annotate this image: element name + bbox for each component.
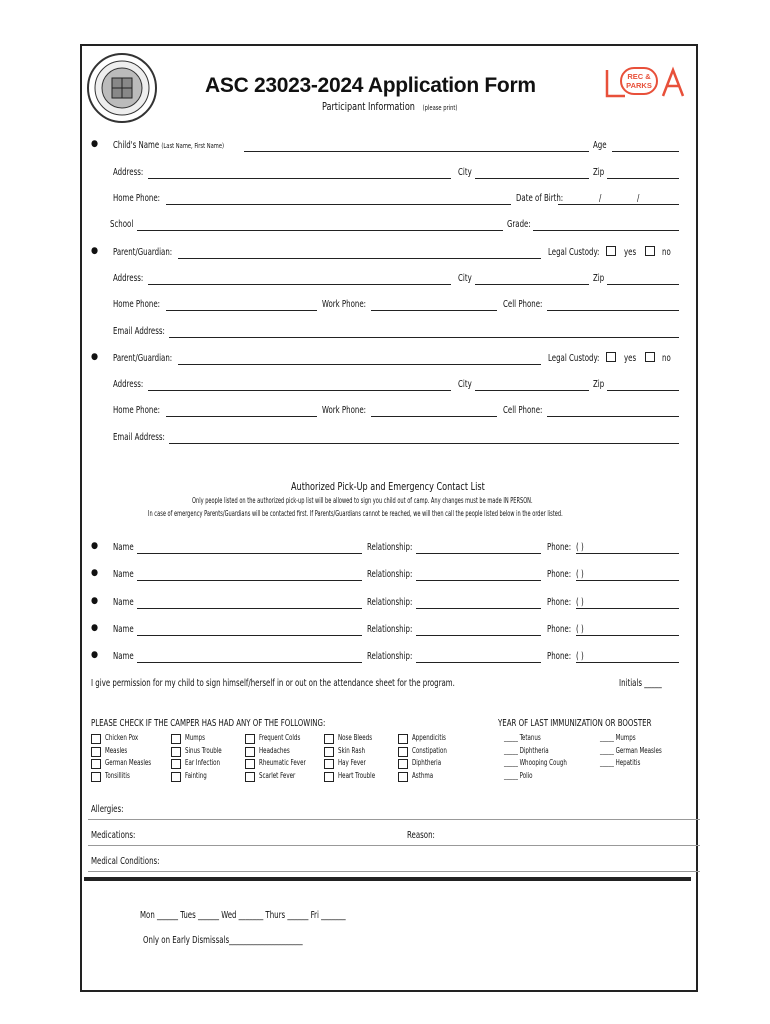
illness-checkbox[interactable] xyxy=(91,734,101,744)
illness-label: Appendicitis xyxy=(412,733,446,742)
bullet: ● xyxy=(91,139,99,149)
illness-label: Headaches xyxy=(259,745,290,755)
child-name-label: Child's Name (Last Name, First Name) xyxy=(113,140,225,151)
custody2-yes-label: yes xyxy=(624,353,637,364)
pickup-phone-field[interactable] xyxy=(576,635,679,636)
section-divider xyxy=(84,877,691,881)
guardian-cell-phone-field[interactable] xyxy=(547,310,679,311)
allergies-label: Allergies: xyxy=(91,804,124,815)
illness-label: Hay Fever xyxy=(338,758,366,767)
age-field[interactable] xyxy=(612,151,679,152)
immunization-item[interactable]: _____ German Measles xyxy=(600,745,662,755)
city-field[interactable] xyxy=(475,178,589,179)
rec-parks-logo-icon xyxy=(603,66,689,104)
reason-label: Reason: xyxy=(407,830,435,841)
immunization-item[interactable]: _____ Tetanus xyxy=(504,733,541,742)
pickup-name-field[interactable] xyxy=(137,580,362,581)
logo-text-parks: PARKS xyxy=(626,81,652,90)
illness-label: Skin Rash xyxy=(338,745,366,755)
illness-label: Diphtheria xyxy=(412,758,442,767)
illness-label: Chicken Pox xyxy=(105,733,139,742)
pickup-phone-area: ( ) xyxy=(576,651,584,662)
immunization-item[interactable]: _____ Polio xyxy=(504,770,533,780)
illness-checkbox[interactable] xyxy=(91,747,101,757)
illness-label: Sinus Trouble xyxy=(185,745,222,755)
guardian-home-phone-field[interactable] xyxy=(166,310,317,311)
illness-label: Frequent Colds xyxy=(259,733,301,742)
pickup-phone-field[interactable] xyxy=(576,662,679,663)
custody2-no-label: no xyxy=(662,353,671,364)
pickup-phone-area: ( ) xyxy=(576,597,584,608)
pickup-relationship-label: Relationship: xyxy=(367,542,413,553)
age-label: Age xyxy=(593,140,607,151)
school-field[interactable] xyxy=(137,230,503,231)
city-seal-icon xyxy=(86,52,158,124)
illness-label: Tonsillitis xyxy=(105,770,130,780)
pickup-phone-field[interactable] xyxy=(576,553,679,554)
guardian-city-label: City xyxy=(458,273,472,284)
guardian2-cell-phone-field[interactable] xyxy=(547,416,679,417)
guardian-address-label: Address: xyxy=(113,273,144,284)
dob-separator: / xyxy=(637,193,640,204)
guardian-label: Parent/Guardian: xyxy=(113,247,173,258)
illness-checkbox[interactable] xyxy=(324,734,334,744)
bullet: ● xyxy=(91,623,99,633)
allergies-field[interactable] xyxy=(88,819,700,820)
illness-checkbox[interactable] xyxy=(91,759,101,769)
bullet: ● xyxy=(91,596,99,606)
illness-label: German Measles xyxy=(105,758,152,767)
pickup-relationship-label: Relationship: xyxy=(367,569,413,580)
pickup-relationship-field[interactable] xyxy=(416,608,541,609)
pickup-phone-label: Phone: xyxy=(547,624,572,635)
pickup-phone-area: ( ) xyxy=(576,624,584,635)
illness-checkbox[interactable] xyxy=(324,772,334,782)
immunization-item[interactable]: _____ Whooping Cough xyxy=(504,758,567,767)
guardian2-city-label: City xyxy=(458,379,472,390)
pickup-relationship-label: Relationship: xyxy=(367,624,413,635)
address-field[interactable] xyxy=(148,178,451,179)
dob-label: Date of Birth: xyxy=(516,193,564,204)
pickup-phone-field[interactable] xyxy=(576,608,679,609)
dob-separator: / xyxy=(599,193,602,204)
pickup-name-label: Name xyxy=(113,542,134,553)
illness-checkbox[interactable] xyxy=(171,734,181,744)
guardian2-name-field[interactable] xyxy=(178,364,541,365)
pickup-relationship-field[interactable] xyxy=(416,662,541,663)
guardian-zip-field[interactable] xyxy=(607,284,679,285)
illness-label: Nose Bleeds xyxy=(338,733,373,742)
illness-label: Heart Trouble xyxy=(338,770,376,780)
illness-checkbox[interactable] xyxy=(171,772,181,782)
guardian2-label: Parent/Guardian: xyxy=(113,353,173,364)
custody-yes-label: yes xyxy=(624,247,637,258)
pickup-phone-label: Phone: xyxy=(547,542,572,553)
guardian2-zip-field[interactable] xyxy=(607,390,679,391)
guardian-email-label: Email Address: xyxy=(113,326,165,337)
pickup-relationship-field[interactable] xyxy=(416,553,541,554)
pickup-name-label: Name xyxy=(113,597,134,608)
pickup-name-field[interactable] xyxy=(137,662,362,663)
illness-checkbox[interactable] xyxy=(324,759,334,769)
custody-no-checkbox[interactable] xyxy=(645,246,655,256)
permission-text: I give permission for my child to sign himself/herself in or out on the attendance sheet for the program. xyxy=(91,678,455,689)
medical-conditions-label: Medical Conditions: xyxy=(91,856,160,867)
pickup-name-field[interactable] xyxy=(137,608,362,609)
pickup-name-field[interactable] xyxy=(137,635,362,636)
guardian-zip-label: Zip xyxy=(593,273,605,284)
pickup-phone-label: Phone: xyxy=(547,569,572,580)
medications-field[interactable] xyxy=(88,845,700,846)
pickup-phone-label: Phone: xyxy=(547,597,572,608)
zip-label: Zip xyxy=(593,167,605,178)
pickup-relationship-field[interactable] xyxy=(416,635,541,636)
illness-label: Mumps xyxy=(185,733,206,742)
custody2-yes-checkbox[interactable] xyxy=(606,352,616,362)
custody-yes-checkbox[interactable] xyxy=(606,246,616,256)
illness-checkbox[interactable] xyxy=(245,747,255,757)
guardian-city-field[interactable] xyxy=(475,284,589,285)
guardian-work-phone-field[interactable] xyxy=(371,310,497,311)
immunization-item[interactable]: _____ Mumps xyxy=(600,733,636,742)
illness-label: Ear Infection xyxy=(185,758,221,767)
pickup-phone-field[interactable] xyxy=(576,580,679,581)
address-label: Address: xyxy=(113,167,144,178)
dob-field[interactable] xyxy=(558,204,679,205)
guardian2-zip-label: Zip xyxy=(593,379,605,390)
illness-checkbox[interactable] xyxy=(398,734,408,744)
pickup-relationship-label: Relationship: xyxy=(367,597,413,608)
city-label: City xyxy=(458,167,472,178)
guardian2-home-phone-label: Home Phone: xyxy=(113,405,161,416)
school-label: School xyxy=(110,219,134,230)
custody2-no-checkbox[interactable] xyxy=(645,352,655,362)
zip-field[interactable] xyxy=(607,178,679,179)
pickup-name-label: Name xyxy=(113,569,134,580)
pickup-relationship-label: Relationship: xyxy=(367,651,413,662)
section-subtitle: Participant Information (please print) xyxy=(322,100,458,113)
form-title: ASC 23023-2024 Application Form xyxy=(205,74,536,97)
custody-no-label: no xyxy=(662,247,671,258)
bullet: ● xyxy=(91,650,99,660)
illness-label: Constipation xyxy=(412,745,447,755)
illness-checkbox[interactable] xyxy=(171,759,181,769)
custody-label: Legal Custody: xyxy=(548,247,600,258)
immunization-item[interactable]: _____ Hepatitis xyxy=(600,758,641,767)
custody2-label: Legal Custody: xyxy=(548,353,600,364)
medications-label: Medications: xyxy=(91,830,136,841)
pickup-name-label: Name xyxy=(113,624,134,635)
grade-label: Grade: xyxy=(507,219,531,230)
guardian-email-field[interactable] xyxy=(169,337,679,338)
guardian-address-field[interactable] xyxy=(148,284,451,285)
illness-checkbox[interactable] xyxy=(245,772,255,782)
illness-label: Asthma xyxy=(412,770,434,780)
guardian2-address-label: Address: xyxy=(113,379,144,390)
illness-checkbox[interactable] xyxy=(324,747,334,757)
immunization-item[interactable]: _____ Diphtheria xyxy=(504,745,549,755)
pickup-name-label: Name xyxy=(113,651,134,662)
bullet: ● xyxy=(91,568,99,578)
guardian2-email-field[interactable] xyxy=(169,443,679,444)
guardian2-email-label: Email Address: xyxy=(113,432,165,443)
medical-conditions-field[interactable] xyxy=(88,871,700,872)
pickup-phone-area: ( ) xyxy=(576,569,584,580)
pickup-phone-label: Phone: xyxy=(547,651,572,662)
illness-checkbox[interactable] xyxy=(398,759,408,769)
home-phone-field[interactable] xyxy=(166,204,511,205)
illness-label: Fainting xyxy=(185,770,207,780)
bullet: ● xyxy=(91,352,99,362)
days-attendance[interactable]: Mon ______ Tues ______ Wed _______ Thurs ______ Fri _______ xyxy=(140,910,346,921)
bullet: ● xyxy=(91,246,99,256)
early-dismissals-field[interactable]: Only on Early Dismissals_____________________ xyxy=(143,935,303,946)
pickup-phone-area: ( ) xyxy=(576,542,584,553)
illness-checkbox[interactable] xyxy=(398,747,408,757)
guardian2-work-phone-field[interactable] xyxy=(371,416,497,417)
home-phone-label: Home Phone: xyxy=(113,193,161,204)
child-name-field[interactable] xyxy=(244,151,589,152)
guardian2-home-phone-field[interactable] xyxy=(166,416,317,417)
illness-label: Measles xyxy=(105,745,128,755)
illness-checkbox[interactable] xyxy=(171,747,181,757)
illness-label: Scarlet Fever xyxy=(259,770,296,780)
illness-checkbox[interactable] xyxy=(245,734,255,744)
pickup-note-2: In case of emergency Parents/Guardians will be contacted first. If Parents/Guardians cannot be reached, we will then call the people listed below in the order listed. xyxy=(148,509,563,518)
illness-checkbox[interactable] xyxy=(91,772,101,782)
illness-checkbox[interactable] xyxy=(245,759,255,769)
guardian2-work-phone-label: Work Phone: xyxy=(322,405,366,416)
guardian-cell-phone-label: Cell Phone: xyxy=(503,299,543,310)
pickup-note-1: Only people listed on the authorized pick-up list will be allowed to sign you child out of camp. Any changes must be made IN PERSON. xyxy=(192,496,533,505)
immunization-title: YEAR OF LAST IMMUNIZATION OR BOOSTER xyxy=(498,718,652,729)
grade-field[interactable] xyxy=(533,230,679,231)
initials-field[interactable]: Initials _____ xyxy=(619,678,662,689)
pickup-title: Authorized Pick-Up and Emergency Contact List xyxy=(291,480,485,493)
logo-text-rec: REC & xyxy=(627,72,651,81)
illness-checkbox[interactable] xyxy=(398,772,408,782)
pickup-relationship-field[interactable] xyxy=(416,580,541,581)
guardian-name-field[interactable] xyxy=(178,258,541,259)
bullet: ● xyxy=(91,541,99,551)
guardian-home-phone-label: Home Phone: xyxy=(113,299,161,310)
guardian2-city-field[interactable] xyxy=(475,390,589,391)
illness-label: Rheumatic Fever xyxy=(259,758,306,767)
guardian2-address-field[interactable] xyxy=(148,390,451,391)
guardian-work-phone-label: Work Phone: xyxy=(322,299,366,310)
guardian2-cell-phone-label: Cell Phone: xyxy=(503,405,543,416)
illness-title: PLEASE CHECK IF THE CAMPER HAS HAD ANY OF THE FOLLOWING: xyxy=(91,718,326,729)
pickup-name-field[interactable] xyxy=(137,553,362,554)
form-border xyxy=(80,44,698,992)
